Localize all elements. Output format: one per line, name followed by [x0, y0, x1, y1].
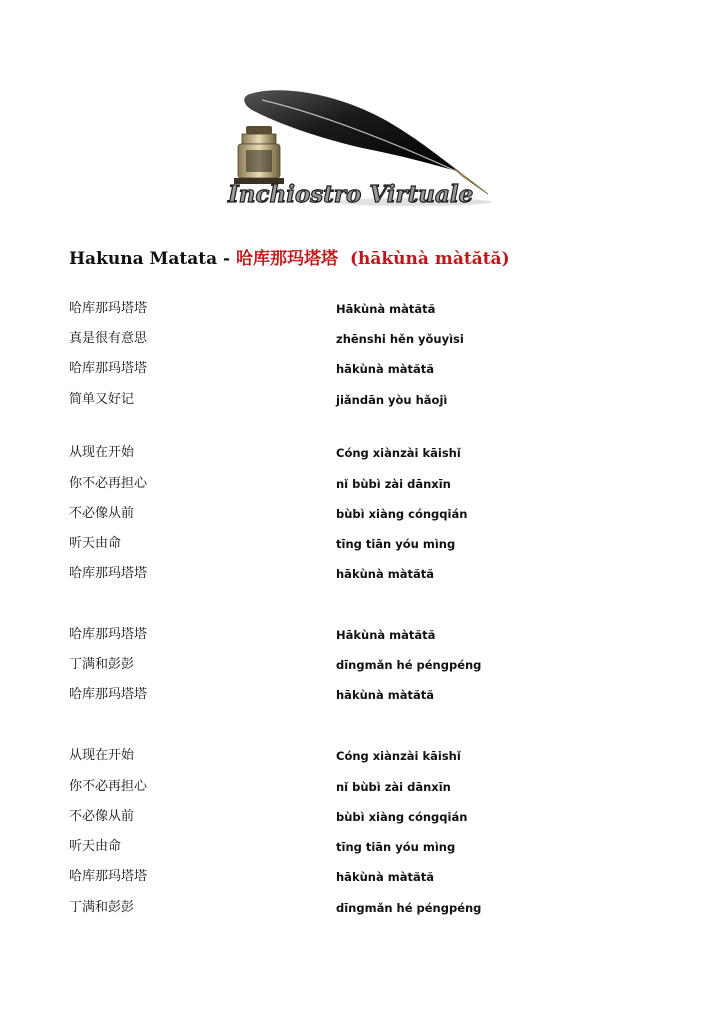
lyric-pinyin: Hākùnà màtătă: [336, 628, 436, 642]
quill-and-inkwell-icon: [222, 84, 504, 214]
title-english: Hakuna Matata -: [69, 249, 236, 269]
lyric-chinese: 哈库那玛塔塔: [69, 869, 148, 884]
lyric-chinese: 哈库那玛塔塔: [69, 566, 148, 581]
lyric-pinyin: hākùnà màtătă: [336, 688, 434, 702]
title-pinyin: (hākùnà màtătă): [349, 249, 510, 269]
lyric-pinyin: Cóng xiànzài kāishǐ: [336, 749, 461, 763]
lyric-pinyin: bùbì xiàng cóngqián: [336, 507, 468, 521]
lyric-chinese: 丁满和彭彭: [69, 900, 135, 915]
lyric-pinyin: nǐ bùbì zài dānxīn: [336, 477, 451, 491]
lyric-chinese: 不必像从前: [69, 506, 135, 521]
lyric-pinyin: zhēnshi hěn yǒuyìsi: [336, 332, 464, 346]
lyric-pinyin: bùbì xiàng cóngqián: [336, 810, 468, 824]
logo: [222, 84, 504, 214]
logo-wordmark: Inchiostro Virtuale: [228, 181, 474, 208]
lyric-pinyin: hākùnà màtătă: [336, 567, 434, 581]
lyric-pinyin: dīngmǎn hé péngpéng: [336, 901, 482, 915]
page-title: [69, 247, 510, 271]
lyric-pinyin: tīng tiān yóu mìng: [336, 840, 456, 854]
lyric-chinese: 听天由命: [69, 536, 122, 551]
title-chinese: 哈库那玛塔塔: [235, 249, 338, 269]
lyric-pinyin: Hākùnà màtătă: [336, 302, 436, 316]
lyric-chinese: 哈库那玛塔塔: [69, 301, 148, 316]
lyric-chinese: 听天由命: [69, 839, 122, 854]
lyric-chinese: 简单又好记: [69, 392, 135, 407]
lyric-pinyin: dīngmǎn hé péngpéng: [336, 658, 482, 672]
lyric-chinese: 你不必再担心: [69, 476, 148, 491]
lyric-chinese: 你不必再担心: [69, 779, 148, 794]
lyric-chinese: 不必像从前: [69, 809, 135, 824]
lyric-chinese: 哈库那玛塔塔: [69, 627, 148, 642]
lyric-chinese: 哈库那玛塔塔: [69, 361, 148, 376]
lyric-chinese: 真是很有意思: [69, 331, 148, 346]
lyric-pinyin: Cóng xiànzài kāishǐ: [336, 446, 461, 460]
lyric-pinyin: jiǎndān yòu hǎojì: [336, 393, 448, 407]
lyric-chinese: 哈库那玛塔塔: [69, 687, 148, 702]
lyric-pinyin: tīng tiān yóu mìng: [336, 537, 456, 551]
lyric-pinyin: hākùnà màtătă: [336, 362, 434, 376]
lyric-pinyin: hākùnà màtătă: [336, 870, 434, 884]
lyric-pinyin: nǐ bùbì zài dānxīn: [336, 780, 451, 794]
lyric-chinese: 从现在开始: [69, 445, 135, 460]
lyric-chinese: 从现在开始: [69, 748, 135, 763]
lyric-chinese: 丁满和彭彭: [69, 657, 135, 672]
